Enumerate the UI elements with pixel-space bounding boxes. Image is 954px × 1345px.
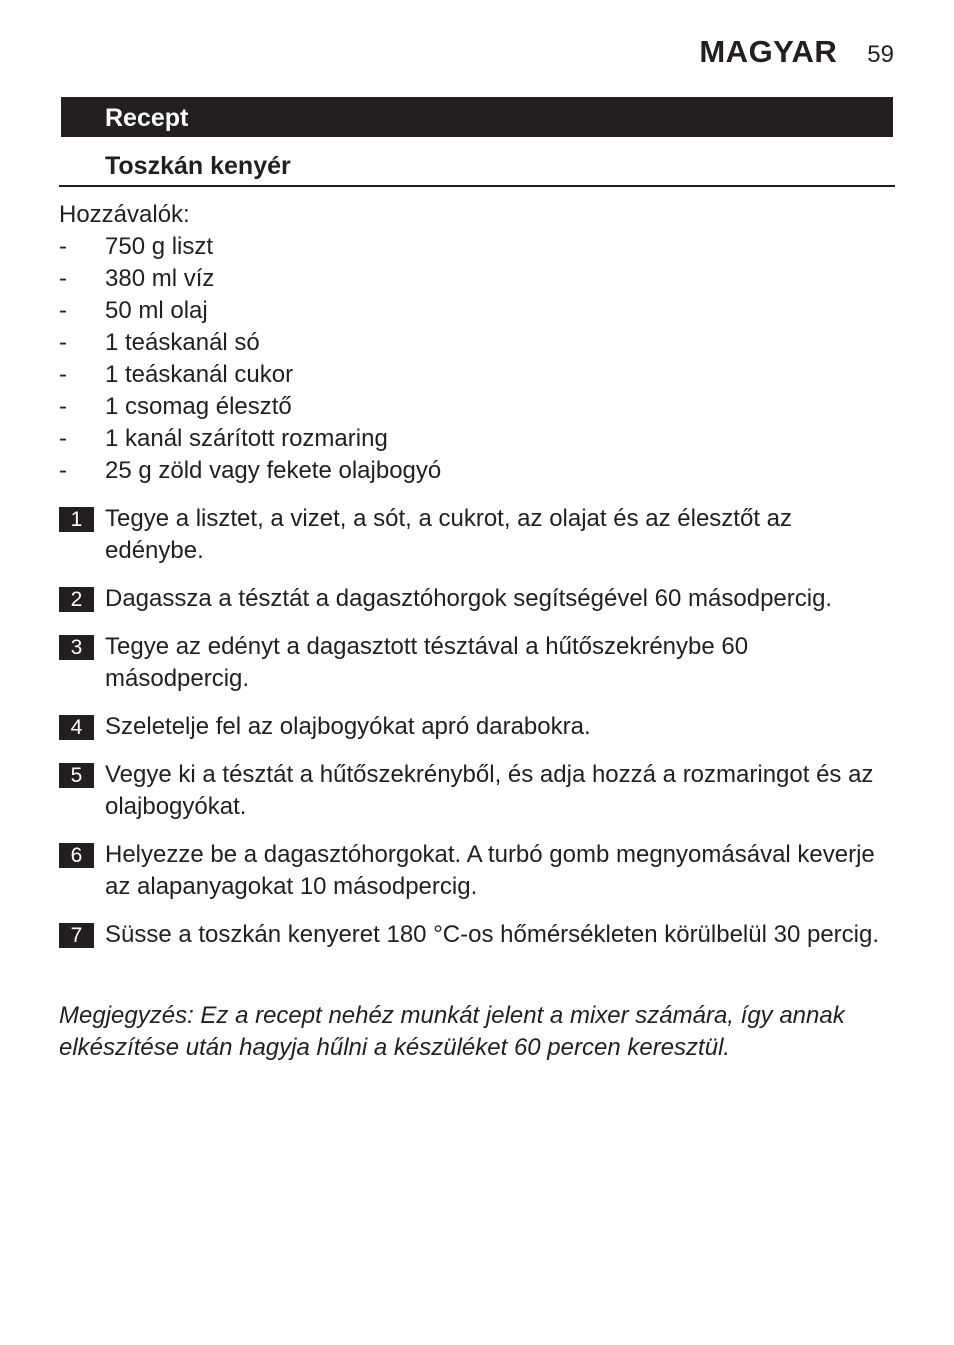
dash-bullet: - [59, 233, 67, 260]
step-number-badge: 4 [59, 715, 94, 740]
step-text: Dagassza a tésztát a dagasztóhorgok segítségével 60 másodpercig. [105, 585, 833, 612]
dash-bullet: - [59, 361, 67, 388]
ingredient-item [59, 295, 441, 327]
ingredients-block [59, 199, 441, 487]
ingredients-list [59, 231, 441, 487]
ingredient-text: 1 kanál szárított rozmaring [105, 425, 388, 452]
ingredient-item [59, 359, 441, 391]
page-header [699, 34, 894, 70]
step-text: Helyezze be a dagasztóhorgokat. A turbó gomb megnyomásával keverje az alapanyagokat 10 másodpercig. [105, 841, 875, 900]
step-item [59, 839, 889, 903]
ingredient-text: 1 csomag élesztő [105, 393, 292, 420]
page-number: 59 [867, 41, 894, 68]
dash-bullet: - [59, 425, 67, 452]
section-title: Recept [61, 97, 893, 137]
step-number-badge: 3 [59, 635, 94, 660]
ingredient-text: 380 ml víz [105, 265, 215, 292]
ingredient-item [59, 391, 441, 423]
language-label: MAGYAR [699, 34, 838, 69]
step-item [59, 759, 889, 823]
ingredient-text: 50 ml olaj [105, 297, 208, 324]
step-text: Tegye a lisztet, a vizet, a sót, a cukrot, az olajat és az élesztőt az edénybe. [105, 505, 792, 564]
ingredient-text: 750 g liszt [105, 233, 214, 260]
dash-bullet: - [59, 457, 67, 484]
step-item [59, 631, 889, 695]
note-text: Megjegyzés: Ez a recept nehéz munkát jelent a mixer számára, így annak elkészítése után hagyja hűlni a készüléket 60 percen keresztül. [59, 1002, 845, 1061]
step-item [59, 711, 889, 743]
dash-bullet: - [59, 393, 67, 420]
ingredient-item [59, 455, 441, 487]
ingredient-item [59, 231, 441, 263]
steps-list [59, 503, 889, 967]
step-text: Süsse a toszkán kenyeret 180 °C-os hőmérsékleten körülbelül 30 percig. [105, 921, 880, 948]
step-item [59, 919, 889, 951]
divider [59, 185, 895, 187]
step-item [59, 503, 889, 567]
ingredient-text: 1 teáskanál só [105, 329, 260, 356]
ingredient-item [59, 423, 441, 455]
step-number-badge: 1 [59, 507, 94, 532]
step-number-badge: 2 [59, 587, 94, 612]
step-number-badge: 6 [59, 843, 94, 868]
step-number-badge: 7 [59, 923, 94, 948]
recipe-title: Toszkán kenyér [105, 152, 291, 180]
dash-bullet: - [59, 265, 67, 292]
step-text: Vegye ki a tésztát a hűtőszekrényből, és adja hozzá a rozmaringot és az olajbogyókat. [105, 761, 874, 820]
step-number-badge: 5 [59, 763, 94, 788]
dash-bullet: - [59, 297, 67, 324]
step-text: Tegye az edényt a dagasztott tésztával a hűtőszekrénybe 60 másodpercig. [105, 633, 749, 692]
ingredient-item [59, 263, 441, 295]
ingredient-text: 1 teáskanál cukor [105, 361, 294, 388]
ingredient-item [59, 327, 441, 359]
step-text: Szeletelje fel az olajbogyókat apró darabokra. [105, 713, 591, 740]
ingredients-label: Hozzávalók: [59, 201, 190, 228]
step-item [59, 583, 889, 615]
ingredient-text: 25 g zöld vagy fekete olajbogyó [105, 457, 442, 484]
dash-bullet: - [59, 329, 67, 356]
